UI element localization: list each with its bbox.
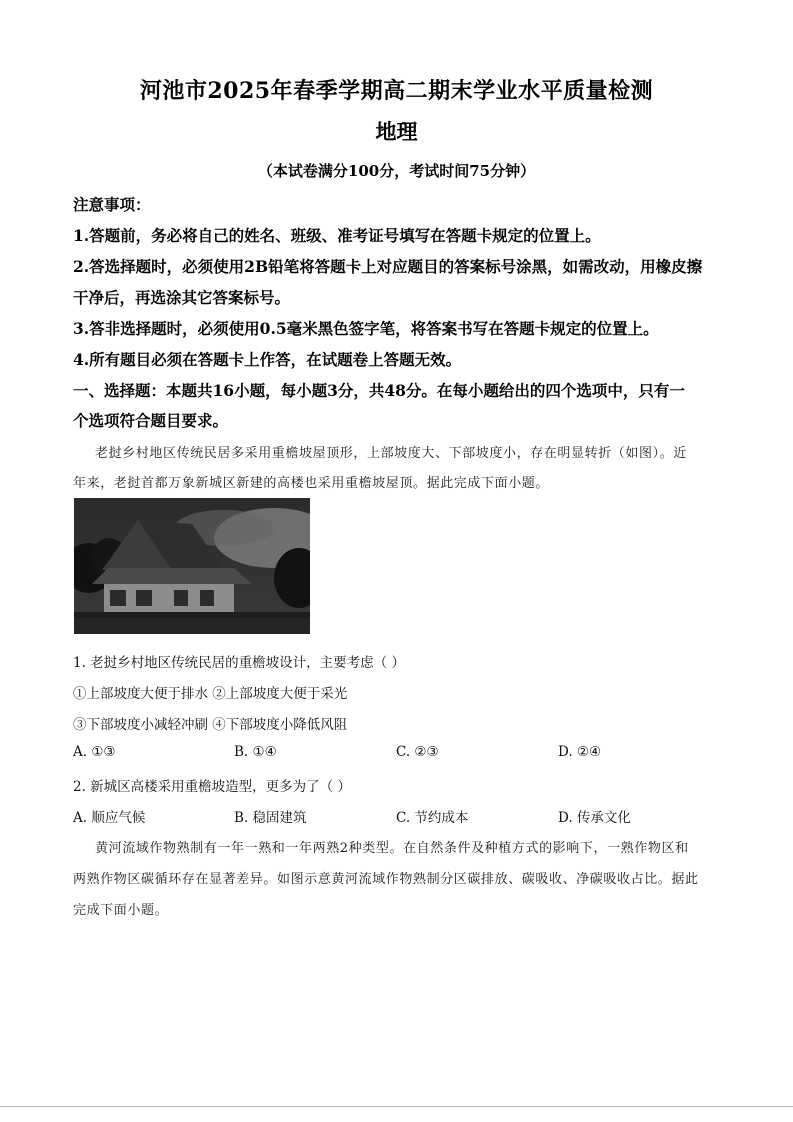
question-1-option-c[interactable]: C. ②③ xyxy=(396,744,439,760)
passage2-line1: 黄河流域作物熟制有一年一熟和一年两熟2种类型。在自然条件及种植方式的影响下，一熟作物区和 xyxy=(95,841,689,856)
question-1-stem: 1. 老挝乡村地区传统民居的重檐坡设计，主要考虑（ ） xyxy=(73,655,405,671)
notice-item-1: 1.答题前，务必将自己的姓名、班级、准考证号填写在答题卡规定的位置上。 xyxy=(73,226,601,245)
notice-item-4: 4.所有题目必须在答题卡上作答，在试题卷上答题无效。 xyxy=(73,350,462,369)
question-2-option-d[interactable]: D. 传承文化 xyxy=(558,810,631,826)
page-bottom-divider xyxy=(0,1106,793,1107)
question-1-option-a[interactable]: A. ①③ xyxy=(73,744,116,760)
passage2-line2: 两熟作物区碳循环存在显著差异。如图示意黄河流域作物熟制分区碳排放、碳吸收、净碳吸收占比。据此 xyxy=(73,872,699,887)
question-1-option-d[interactable]: D. ②④ xyxy=(558,744,602,760)
notice-heading: 注意事项： xyxy=(73,195,151,214)
notice-item-3: 3.答非选择题时，必须使用0.5毫米黑色签字笔，将答案书写在答题卡规定的位置上。 xyxy=(73,319,659,338)
question-2-option-b[interactable]: B. 稳固建筑 xyxy=(234,810,307,826)
subject-title: 地理 xyxy=(375,119,418,144)
question-2-option-c[interactable]: C. 节约成本 xyxy=(396,810,469,826)
passage2-line3: 完成下面小题。 xyxy=(73,903,169,918)
question-2-stem: 2. 新城区高楼采用重檐坡造型，更多为了（ ） xyxy=(73,779,351,795)
notice-item-2: 2.答选择题时，必须使用2B铅笔将答题卡上对应题目的答案标号涂黑，如需改动，用橡皮擦 xyxy=(73,257,703,276)
question-2-option-a[interactable]: A. 顺应气候 xyxy=(73,810,146,826)
passage1-line2: 年来，老挝首都万象新城区新建的高楼也采用重檐坡屋顶。据此完成下面小题。 xyxy=(73,476,550,491)
question-1-statements-b: ③下部坡度小减轻冲刷 ④下部坡度小降低风阻 xyxy=(73,717,348,733)
section-heading-cont: 个选项符合题目要求。 xyxy=(73,411,229,430)
double-eave-house-image xyxy=(74,498,310,634)
section-heading: 一、选择题：本题共16小题，每小题3分，共48分。在每小题给出的四个选项中，只有一 xyxy=(73,381,685,400)
question-1-statements-a: ①上部坡度大便于排水 ②上部坡度大便于采光 xyxy=(73,686,348,702)
notice-item-2-cont: 干净后，再选涂其它答案标号。 xyxy=(73,288,291,307)
passage1-line1: 老挝乡村地区传统民居多采用重檐坡屋顶形，上部坡度大、下部坡度小，存在明显转折（如图）。近 xyxy=(95,446,687,461)
exam-note: （本试卷满分100分，考试时间75分钟） xyxy=(257,162,536,180)
house-photo xyxy=(74,498,310,634)
exam-title: 河池市2025年春季学期高二期末学业水平质量检测 xyxy=(139,78,654,104)
question-1-option-b[interactable]: B. ①④ xyxy=(234,744,277,760)
